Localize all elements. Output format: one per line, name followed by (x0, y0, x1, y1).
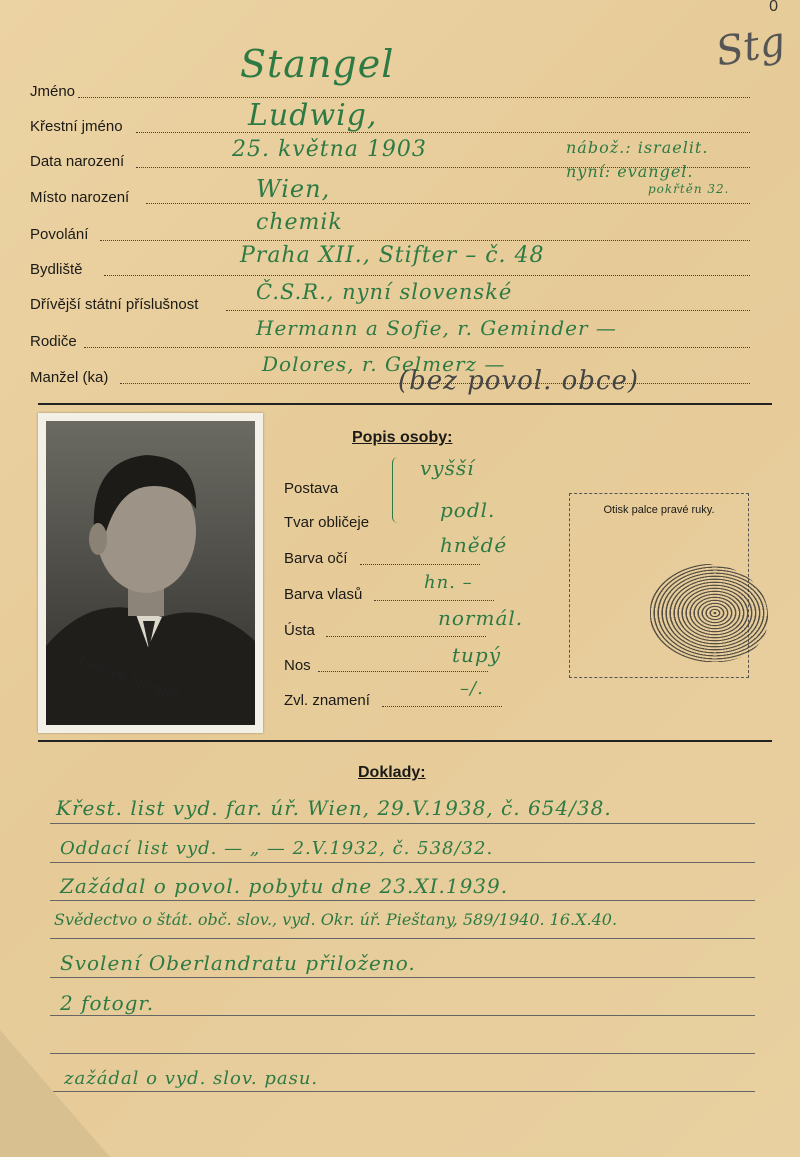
label-face-shape: Tvar obličeje (284, 514, 370, 531)
dotted-line (326, 636, 486, 637)
document-line-1: Křest. list vyd. far. úř. Wien, 29.V.1938, č. 654/38. (56, 796, 612, 820)
value-eye-color: hnědé (440, 533, 508, 557)
label-eye-color: Barva očí (284, 550, 348, 567)
value-birth-date: 25. května 1903 (232, 137, 427, 162)
writing-line (50, 938, 755, 939)
writing-line (50, 1015, 755, 1016)
description-heading: Popis osoby: (352, 429, 453, 446)
label-surname: Jméno (30, 83, 76, 100)
section-divider (38, 403, 772, 405)
dotted-line (146, 203, 750, 204)
document-line-5: Svolení Oberlandratu přiloženo. (60, 951, 416, 975)
writing-line (50, 1053, 755, 1054)
value-spouse: Dolores, r. Gelmerz — (262, 352, 506, 376)
label-first-name: Křestní jméno (30, 118, 123, 135)
value-occupation: chemik (256, 210, 343, 235)
value-mouth: normál. (438, 606, 524, 630)
writing-line (50, 900, 755, 901)
document-line-4: Svědectvo o štát. obč. slov., vyd. Okr. úř. Pieštany, 589/1940. 16.X.40. (54, 910, 618, 929)
value-parents: Hermann a Sofie, r. Geminder — (256, 316, 617, 340)
value-face-shape: podl. (440, 498, 496, 522)
folded-corner (0, 1030, 110, 1157)
dotted-line (318, 671, 488, 672)
thumbprint-box (569, 493, 749, 678)
document-line-6: 2 fotogr. (60, 991, 155, 1015)
label-spouse: Manžel (ka) (30, 369, 109, 386)
dotted-line (226, 310, 750, 311)
value-previous-citizenship: Č.S.R., nyní slovenské (256, 280, 513, 304)
value-residence: Praha XII., Stifter – č. 48 (240, 243, 545, 268)
dotted-line (84, 347, 750, 348)
label-hair-color: Barva vlasů (284, 586, 363, 603)
religion-line-1: nábož.: israelit. (566, 138, 709, 157)
value-surname: Stangel (240, 42, 395, 86)
official-initials: Stg (712, 18, 789, 76)
writing-line (50, 862, 755, 863)
value-birth-place: Wien, (256, 175, 331, 203)
writing-line (50, 1091, 755, 1092)
value-hair-color: hn. – (424, 572, 473, 593)
label-build: Postava (284, 480, 339, 497)
value-build: vyšší (420, 456, 475, 480)
label-parents: Rodiče (30, 333, 77, 350)
thumbprint-label: Otisk palce pravé ruky. (603, 504, 715, 516)
dotted-line (100, 240, 750, 241)
label-birth-date: Data narození (30, 153, 125, 170)
label-mouth: Ústa (284, 622, 315, 639)
thumbprint (650, 564, 768, 662)
dotted-line (360, 564, 480, 565)
portrait-photo (38, 413, 263, 733)
section-divider (38, 740, 772, 742)
photo-signature: Ludovít Stangel (76, 653, 180, 704)
dotted-line (374, 600, 494, 601)
spouse-note: (bez povol. obce) (398, 366, 640, 396)
handwritten-brace (392, 457, 403, 523)
document-line-8: zažádal o vyd. slov. pasu. (64, 1068, 319, 1089)
label-previous-citizenship: Dřívější státní příslušnost (30, 296, 199, 313)
writing-line (50, 977, 755, 978)
dotted-line (78, 97, 750, 98)
label-nose: Nos (284, 657, 311, 674)
value-special-marks: –/. (460, 678, 484, 699)
document-line-2: Oddací list vyd. — „ — 2.V.1932, č. 538/32. (60, 838, 494, 859)
value-first-name: Ludwig, (248, 98, 378, 133)
value-nose: tupý (452, 643, 502, 667)
label-occupation: Povolání (30, 226, 89, 243)
corner-number: 0 (769, 0, 778, 15)
writing-line (50, 823, 755, 824)
documents-heading: Doklady: (358, 764, 426, 781)
document-line-3: Zažádal o povol. pobytu dne 23.XI.1939. (60, 874, 509, 898)
dotted-line (104, 275, 750, 276)
dotted-line (136, 132, 750, 133)
dotted-line (382, 706, 502, 707)
label-birth-place: Místo narození (30, 189, 130, 206)
religion-line-2: nyní: evangel. (566, 162, 694, 181)
label-special-marks: Zvl. znamení (284, 692, 370, 709)
religion-line-3: pokřtěn 32. (648, 182, 730, 196)
label-residence: Bydliště (30, 261, 83, 278)
